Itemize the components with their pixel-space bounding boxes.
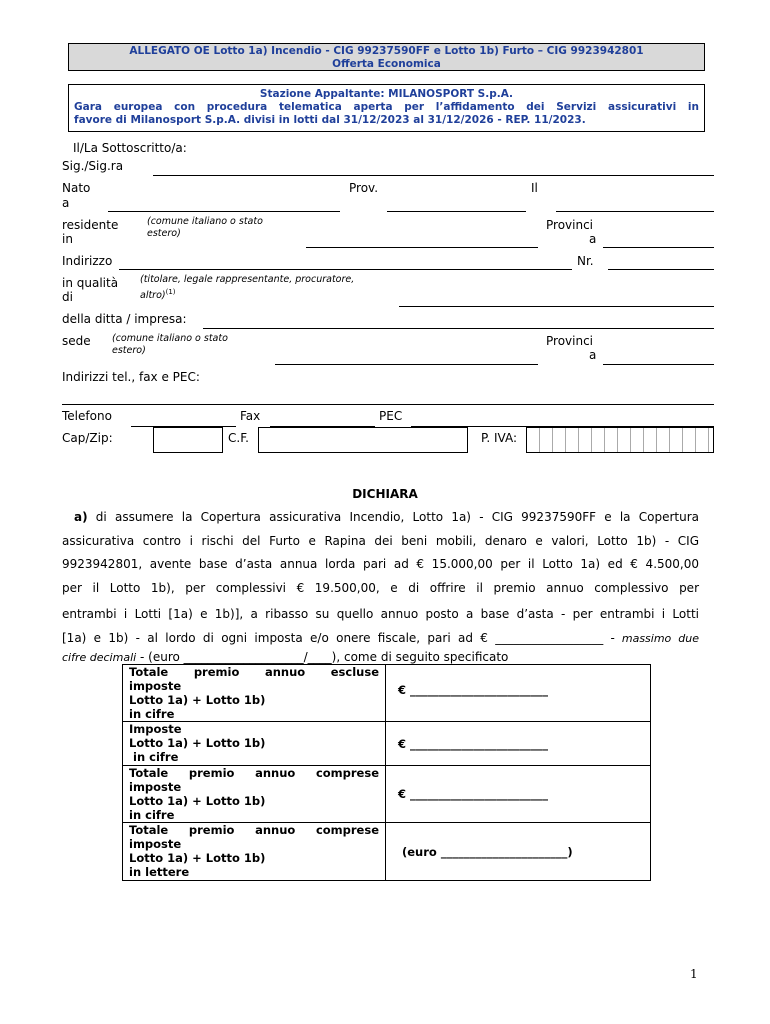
residente-field[interactable] [306,247,538,248]
dichiara-line-2: assicurativa contro i rischi del Furto e Rapina dei beni mobili, denaro e valori, Lotto 1b) - CIG [62,533,699,548]
sede-hint-2: estero) [112,345,146,356]
fax-label: Fax [240,409,261,423]
qualita-label-1: in qualità [62,276,119,290]
pec-label: PEC [379,409,403,423]
row-label: Imposte Lotto 1a) + Lotto 1b) in cifre [123,722,386,766]
nota-1: (1) [165,288,176,296]
capzip-field[interactable] [153,427,223,453]
sottoscritto-label: Il/La Sottoscritto/a: [73,141,187,155]
piva-label: P. IVA: [481,431,518,445]
residente-label-2: in [62,232,73,246]
table-row [123,823,651,881]
qualita-field[interactable] [399,306,714,307]
totale-lettere-field[interactable]: (euro ______________________) [386,823,651,881]
comune-hint-1: (comune italiano o stato [147,216,263,227]
allegato-title: ALLEGATO OE Lotto 1a) Incendio - CIG 99237590FF e Lotto 1b) Furto – CIG 9923942801 [129,45,644,57]
provincia-label-2: a [589,232,597,246]
row-label: Totale premio annuo comprese imposte Lotto 1a) + Lotto 1b) in cifre [123,766,386,823]
prov-field[interactable] [387,211,526,212]
table-row [123,665,651,722]
dichiara-title: DICHIARA [352,487,418,501]
allegato-header [68,43,705,71]
dichiara-line-5: entrambi i Lotti [1a) e 1b)], a ribasso su quello annuo posto a base d’asta - per entrambi i Lotti [62,607,699,621]
gara-header [68,84,705,132]
nato-label-1: Nato [62,181,91,195]
sede-hint-1: (comune italiano o stato [112,333,228,344]
qualita-hint-1: (titolare, legale rappresentante, procuratore, [140,274,355,285]
ditta-label: della ditta / impresa: [62,312,187,326]
table-row [123,722,651,766]
dichiara-line-6: [1a) e 1b) - al lordo di ogni imposta e/o onere fiscale, pari ad € __________________ - massimo due [62,630,699,645]
dichiara-line-4: per il Lotto 1b), per complessivi € 19.500,00, e di offrire il premio annuo complessivo per [62,580,699,595]
sede-provincia-label-1: Provinci [546,334,594,348]
qualita-label-2: di [62,290,73,304]
data-nascita-field[interactable] [556,211,714,212]
nr-label: Nr. [577,254,594,268]
dichiara-paragraph [62,506,699,670]
cf-label: C.F. [228,431,249,445]
dichiara-line-3: 9923942801, avente base d’asta annua lorda pari ad € 15.000,00 per il Lotto 1a) ed € 4.500,00 [62,557,699,571]
residente-label-1: residente [62,218,119,232]
table-row [123,766,651,823]
a-label: a) [74,510,88,524]
nato-field[interactable] [108,211,340,212]
imposte-field[interactable]: € ________________________ [386,722,651,766]
page-number: 1 [690,967,698,981]
qualita-hint-2: altro)$^{(1)}$ [140,288,176,302]
totale-escluse-field[interactable]: € ________________________ [386,665,651,722]
nr-field[interactable] [608,269,714,270]
stazione-appaltante: Stazione Appaltante: MILANOSPORT S.p.A. [259,88,514,100]
prov-label: Prov. [349,181,379,195]
sede-field[interactable] [275,364,538,365]
piva-field[interactable] [526,427,714,453]
telefono-label: Telefono [62,409,112,423]
dichiara-line-7: cifre decimali - (euro ____________________/____), come di seguito specificato [62,650,509,664]
gara-line-2: favore di Milanosport S.p.A. divisi in lotti dal 31/12/2023 al 31/12/2026 - REP. 11/2023. [74,114,586,126]
indirizzi-field[interactable] [62,404,714,405]
indirizzo-field[interactable] [119,269,572,270]
sig-field[interactable] [153,175,714,176]
cf-field[interactable] [258,427,468,453]
sede-provincia-field[interactable] [603,364,714,365]
il-label: Il [531,181,538,195]
row-label: Totale premio annuo comprese imposte Lotto 1a) + Lotto 1b) in lettere [123,823,386,881]
nato-label-2: a [62,196,70,210]
ditta-field[interactable] [203,328,714,329]
premio-table [122,664,651,881]
row-label: Totale premio annuo escluse imposte Lotto 1a) + Lotto 1b) in cifre [123,665,386,722]
indirizzo-label: Indirizzo [62,254,113,268]
sede-provincia-label-2: a [589,348,597,362]
indirizzi-label: Indirizzi tel., fax e PEC: [62,370,200,384]
gara-line-1: Gara europea con procedura telematica aperta per l’affidamento dei Servizi assicurativi in [74,101,699,113]
dichiara-line-1: a) di assumere la Copertura assicurativa Incendio, Lotto 1a) - CIG 99237590FF e la Copertura [74,510,699,524]
allegato-subtitle: Offerta Economica [332,58,441,70]
sede-label: sede [62,334,91,348]
totale-comprese-field[interactable]: € ________________________ [386,766,651,823]
provincia-field[interactable] [603,247,714,248]
comune-hint-2: estero) [147,228,181,239]
sig-label: Sig./Sig.ra [62,159,124,173]
provincia-label-1: Provinci [546,218,594,232]
capzip-label: Cap/Zip: [62,431,113,445]
